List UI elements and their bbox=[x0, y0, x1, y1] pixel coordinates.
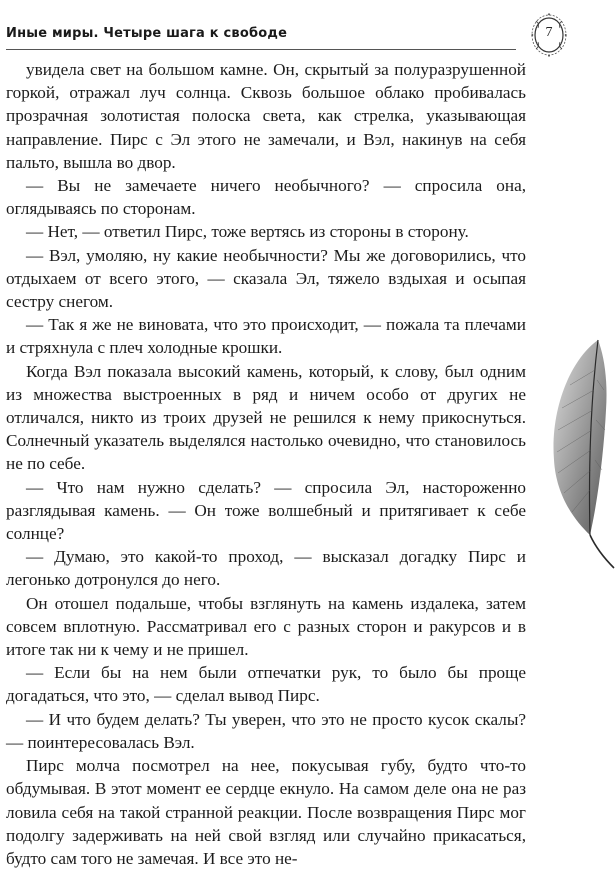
paragraph: — Вы не замечаете ничего необычного? — спросила она, оглядываясь по сторонам. bbox=[6, 176, 526, 219]
paragraph: — Что нам нужно сделать? — спросила Эл, настороженно разглядывая камень. — Он тоже волшебный и притягивает к себе солнце? bbox=[6, 477, 526, 544]
page-number: 7 bbox=[545, 25, 553, 40]
body-text bbox=[6, 58, 526, 870]
feather-illustration bbox=[540, 330, 616, 570]
paragraph: — Вэл, умоляю, ну какие необычности? Мы же договорились, что отдыхаем от всего этого, — сказала Эл, тяжело вздыхая и осыпая сестру снегом. bbox=[6, 245, 526, 312]
paragraph: — Думаю, это какой-то проход, — высказал догадку Пирс и легонько дотронулся до него. bbox=[6, 547, 526, 590]
running-title: Иные миры. Четыре шага к свободе bbox=[6, 26, 288, 41]
paragraph: увидела свет на большом камне. Он, скрытый за полуразрушенной горкой, отражал луч солнца. Сквозь большое облако пробивалась прозрачная золотистая полоска света, как стрелка, указывающая направление. Пирс с Эл этого не замечали, и Вэл, накинув на себя пальто, вышла во двор. bbox=[6, 60, 526, 172]
paragraph: — Если бы на нем были отпечатки рук, то было бы проще догадаться, что это, — сделал вывод Пирс. bbox=[6, 663, 526, 706]
paragraph: Он отошел подальше, чтобы взглянуть на камень издалека, затем совсем вплотную. Рассматривал его с разных сторон и ракурсов и в итоге так ни к чему и не пришел. bbox=[6, 593, 526, 660]
running-header bbox=[6, 20, 606, 56]
page-number-badge bbox=[526, 12, 572, 58]
paragraph: — Так я же не виновата, что это происходит, — пожала та плечами и стряхнула с плеч холодные крошки. bbox=[6, 315, 526, 358]
paragraph: Когда Вэл показала высокий камень, который, к слову, был одним из множества выстроенных в ряд и ничем особо от других не отличался, никто из троих друзей не решился к нему прикоснуться. Солнечный указатель выделялся настолько очевидно, что становилось не по себе. bbox=[6, 361, 526, 474]
paragraph: — И что будем делать? Ты уверен, что это не просто кусок скалы? — поинтересовалась Вэл. bbox=[6, 709, 526, 752]
paragraph: — Нет, — ответил Пирс, тоже вертясь из стороны в сторону. bbox=[26, 222, 469, 242]
header-rule bbox=[6, 49, 516, 50]
paragraph: Пирс молча посмотрел на нее, покусывая губу, будто что-то обдумывая. В этот момент ее сердце екнуло. На самом деле она не раз ловила себя на такой странной реакции. После возвращения Пирс мог подолгу задерживать на ней свой взгляд или случайно прикасаться, будто сам того не замечая. И все это не- bbox=[6, 756, 526, 868]
